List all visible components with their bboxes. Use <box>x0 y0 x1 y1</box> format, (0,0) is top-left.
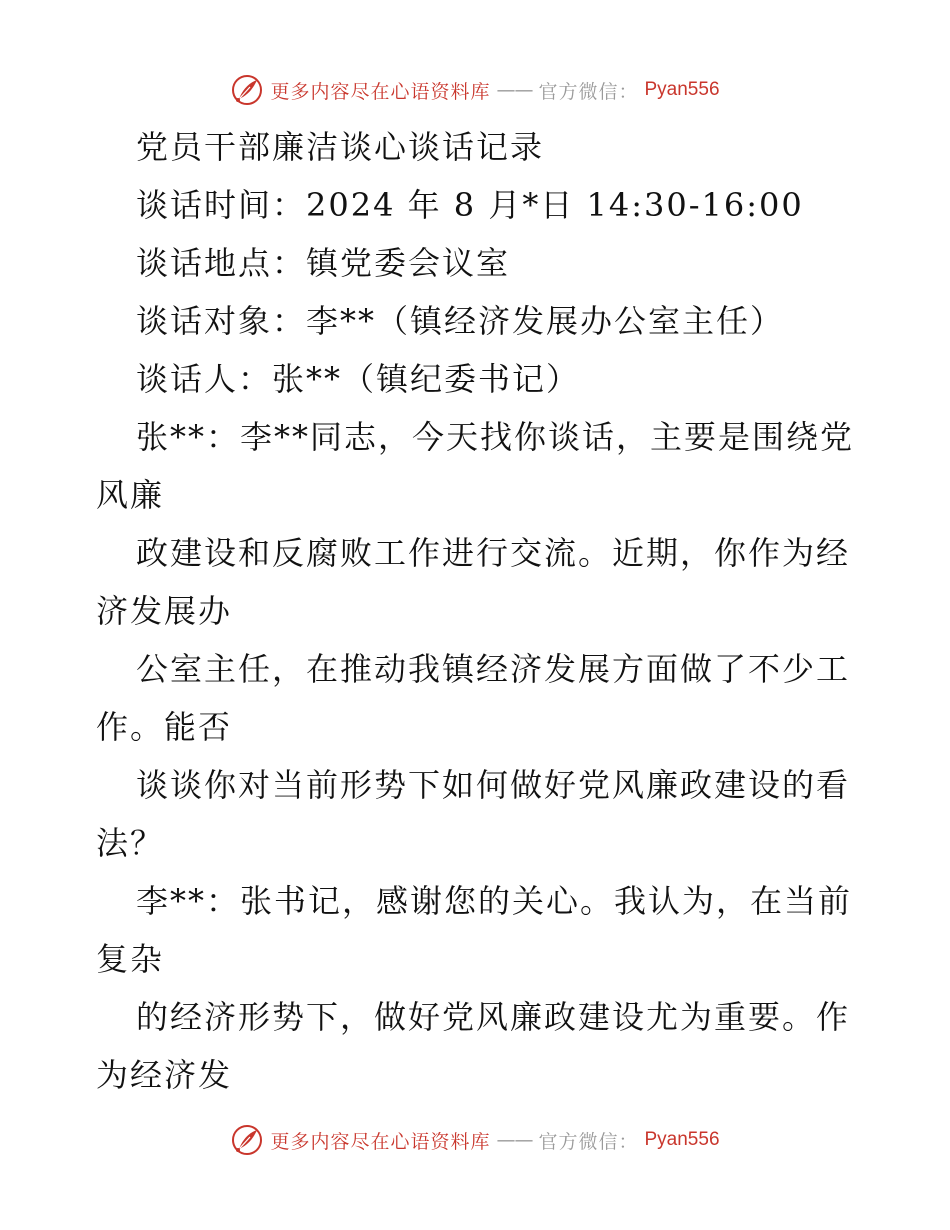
watermark-site-text: 更多内容尽在心语资料库 <box>270 1130 491 1153</box>
footer-watermark-banner <box>0 1120 950 1160</box>
watermark-wechat-label: 官方微信： <box>538 80 639 103</box>
watermark-dash: —— <box>496 79 533 101</box>
watermark-wechat-id: Pyan556 <box>644 79 720 100</box>
paragraph-line: 作。能否 <box>96 708 233 746</box>
header-watermark-banner <box>0 70 950 110</box>
watermark-dash: —— <box>496 1129 533 1151</box>
watermark-wechat-id: Pyan556 <box>644 1129 720 1150</box>
paragraph-line: 的经济形势下，做好党风廉政建设尤为重要。作 <box>136 998 851 1036</box>
watermark-site-text: 更多内容尽在心语资料库 <box>270 80 491 103</box>
paragraph-line: 复杂 <box>96 940 165 978</box>
meta-interviewee: 谈话对象：李**（镇经济发展办公室主任） <box>136 302 785 340</box>
paragraph-line: 济发展办 <box>96 592 233 630</box>
feather-pen-logo-icon <box>230 1123 264 1157</box>
paragraph-line: 张**：李**同志，今天找你谈话，主要是围绕党 <box>136 418 855 456</box>
meta-time: 谈话时间：2024 年 8 月*日 14:30-16:00 <box>136 186 804 224</box>
paragraph-line: 风廉 <box>96 476 165 514</box>
paragraph-line: 法？ <box>96 824 165 862</box>
feather-pen-logo-icon <box>230 73 264 107</box>
document-title: 党员干部廉洁谈心谈话记录 <box>136 128 545 166</box>
paragraph-line: 公室主任，在推动我镇经济发展方面做了不少工 <box>136 650 851 688</box>
paragraph-line: 李**：张书记，感谢您的关心。我认为，在当前 <box>136 882 853 920</box>
paragraph-line: 政建设和反腐败工作进行交流。近期，你作为经 <box>136 534 851 572</box>
watermark-wechat-label: 官方微信： <box>538 1130 639 1153</box>
document-body <box>96 118 856 1104</box>
meta-interviewer: 谈话人：张**（镇纪委书记） <box>136 360 581 398</box>
paragraph-line: 谈谈你对当前形势下如何做好党风廉政建设的看 <box>136 766 851 804</box>
meta-location: 谈话地点：镇党委会议室 <box>136 244 511 282</box>
paragraph-line: 为经济发 <box>96 1056 233 1094</box>
